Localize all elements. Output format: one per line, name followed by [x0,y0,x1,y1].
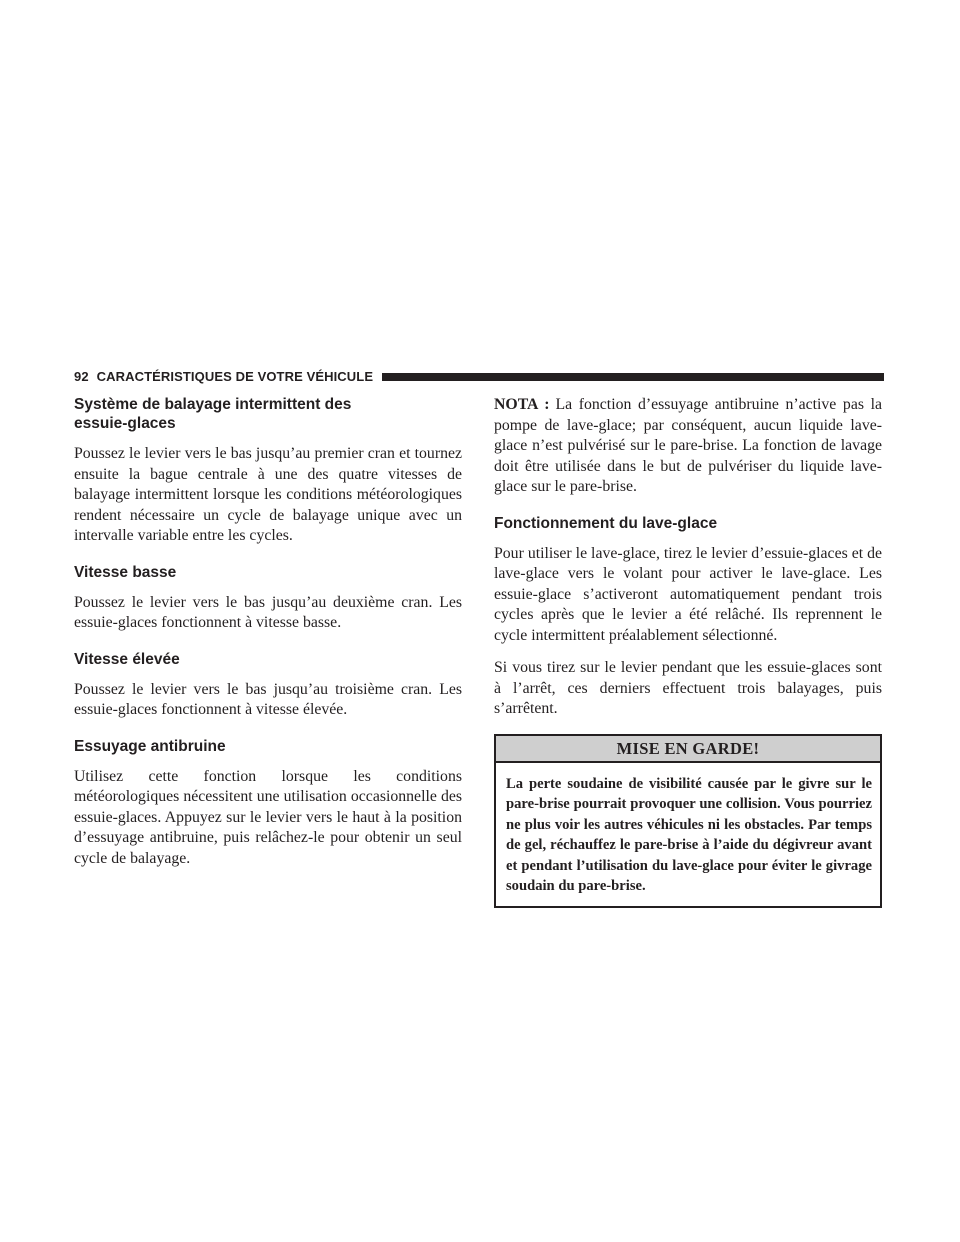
right-column [494,395,882,908]
note-text: La fonction d’essuyage antibruine n’active pas la pompe de lave-glace; par conséquent, aucun liquide lave-glace n’est pulvérisé sur le pare-brise. La fonction de lavage doit être utilisée dans le but de pulvériser du liquide lave-glace sur le pare-brise. [494,396,882,495]
paragraph-high-speed: Poussez le levier vers le bas jusqu’au troisième cran. Les essuie-glaces fonctionnent à vitesse élevée. [74,680,462,718]
paragraph-mist: Utilisez cette fonction lorsque les conditions météorologiques nécessitent une utilisation occasionnelle des essuie-glaces. Appuyez sur le levier vers le haut à la position d’essuyage antibruine, puis relâchez-le pour obtenir un seul cycle de balayage. [74,767,462,867]
heading-washer: Fonctionnement du lave-glace [494,514,718,532]
warning-text: La perte soudaine de visibilité causée par le givre sur le pare-brise pourrait provoquer une collision. Vous pourriez ne plus voir les autres véhicules ni les obstacles. Par temps de gel, réchauffez le pare-brise à l’aide du dégivreur avant et pendant l’utilisation du lave-glace pour éviter le givrage soudain du pare-brise. [506,775,872,895]
header-rule [382,373,884,381]
note-paragraph [494,395,882,498]
warning-title: MISE EN GARDE! [496,736,880,763]
heading-high-speed: Vitesse élevée [74,650,180,668]
paragraph-washer-2: Si vous tirez sur le levier pendant que les essuie-glaces sont à l’arrêt, ces derniers effectuent trois balayages, puis s’arrêtent. [494,659,882,717]
paragraph-intermittent: Poussez le levier vers le bas jusqu’au premier cran et tournez ensuite la bague centrale à une des quatre vitesses de balayage intermittent lorsque les conditions météorologiques rendent nécessaire un cycle de balayage unique avec un intervalle variable entre les cycles. [74,445,462,544]
heading-mist: Essuyage antibruine [74,737,226,755]
page-number: 92 [74,368,89,384]
note-label: NOTA : [494,396,550,413]
paragraph-low-speed: Poussez le levier vers le bas jusqu’au deuxième cran. Les essuie-glaces fonctionnent à vitesse basse. [74,593,462,631]
left-column [74,395,462,881]
heading-intermittent: Système de balayage intermittent des essuie-glaces [74,396,352,432]
section-title: CARACTÉRISTIQUES DE VOTRE VÉHICULE [96,368,374,384]
warning-box [494,734,882,909]
page-header [74,367,884,385]
heading-low-speed: Vitesse basse [74,563,177,581]
paragraph-washer-1: Pour utiliser le lave-glace, tirez le levier d’essuie-glaces et de lave-glace vers le volant pour activer le lave-glace. Les essuie-glace s’activeront automatiquement pendant trois cycles après que le levier a été relâché. Ils reprennent le cycle intermittent préalablement sélectionné. [494,544,882,644]
